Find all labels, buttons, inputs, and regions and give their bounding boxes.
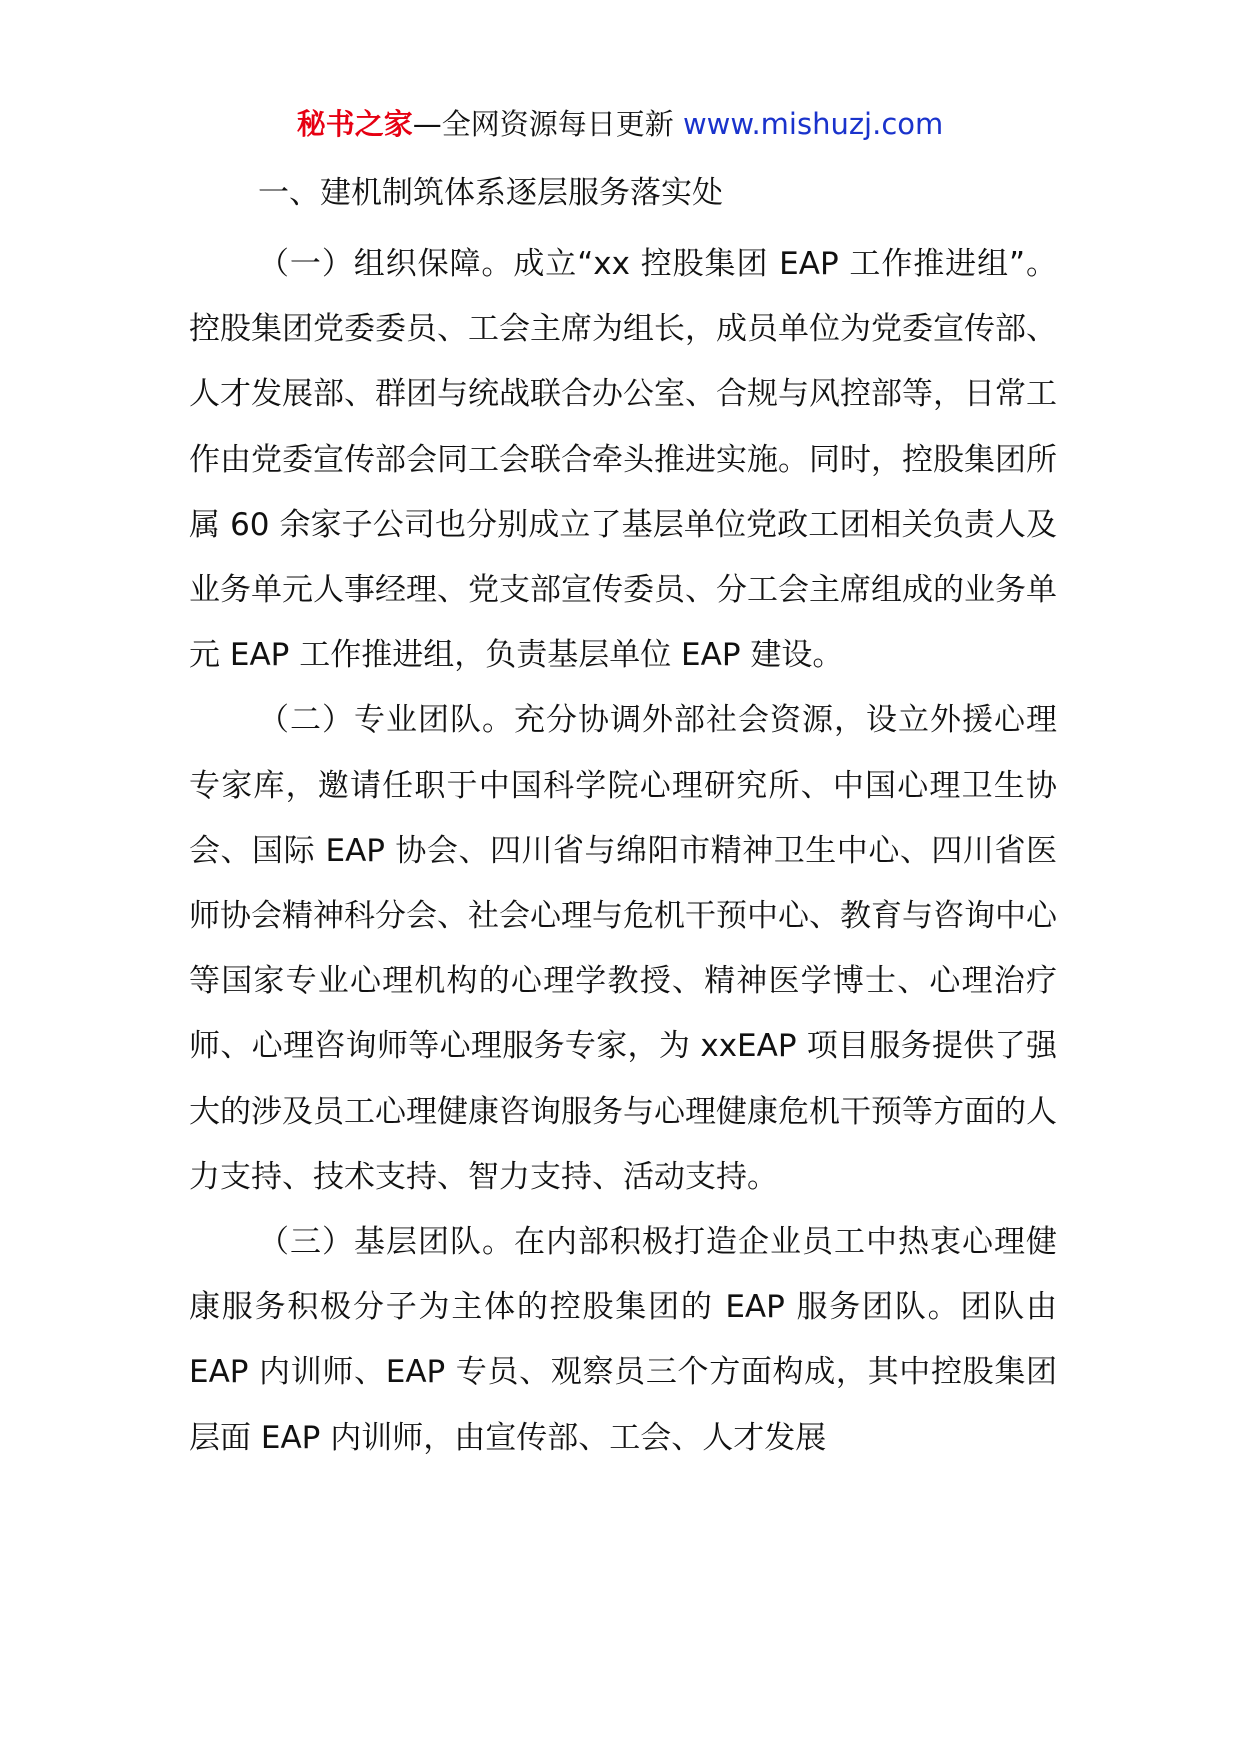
brand-name: 秘书之家: [296, 107, 413, 141]
document-body: [189, 232, 1057, 1471]
header-tagline: —全网资源每日更新: [412, 107, 674, 141]
paragraph-organization: （一）组织保障。成立“xx 控股集团 EAP 工作推进组”。控股集团党委委员、工会主席为组长，成员单位为党委宣传部、人才发展部、群团与统战联合办公室、合规与风控部等，日常工作由党委宣传部会同工会联合牵头推进实施。同时，控股集团所属 60 余家子公司也分别成立了基层单位党政工团相关负责人及业务单元人事经理、党支部宣传委员、分工会主席组成的业务单元 EAP 工作推进组，负责基层单位 EAP 建设。: [189, 246, 1057, 674]
paragraph-grassroots-team: （三）基层团队。在内部积极打造企业员工中热衷心理健康服务积极分子为主体的控股集团的 EAP 服务团队。团队由 EAP 内训师、EAP 专员、观察员三个方面构成，其中控股集团层面 EAP 内训师，由宣传部、工会、人才发展: [189, 1224, 1057, 1456]
paragraph-professional-team: （二）专业团队。充分协调外部社会资源，设立外援心理专家库，邀请任职于中国科学院心理研究所、中国心理卫生协会、国际 EAP 协会、四川省与绵阳市精神卫生中心、四川省医师协会精神科分会、社会心理与危机干预中心、教育与咨询中心等国家专业心理机构的心理学教授、精神医学博士、心理治疗师、心理咨询师等心理服务专家，为 xxEAP 项目服务提供了强大的涉及员工心理健康咨询服务与心理健康危机干预等方面的人力支持、技术支持、智力支持、活动支持。: [189, 702, 1057, 1195]
page-header: [0, 104, 1240, 144]
section-heading: 一、建机制筑体系逐层服务落实处: [258, 175, 723, 211]
website-link[interactable]: www.mishuzj.com: [682, 107, 944, 141]
